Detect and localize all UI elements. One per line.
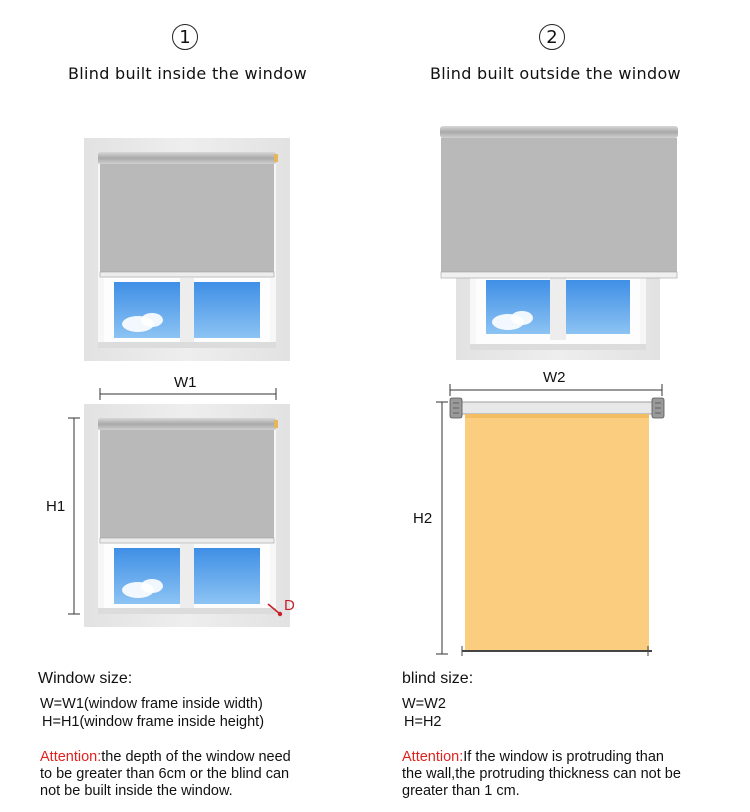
h1-dimension-line [68,418,80,614]
right-pane [194,282,260,338]
formula-h2: H=H2 [404,714,442,730]
bottom-bar-2 [441,272,677,278]
formula-h1: H=H1(window frame inside height) [42,714,265,730]
roller-head-2 [440,126,678,138]
roller-tube [458,402,658,414]
option-2-title: Blind built outside the window [430,64,681,83]
attention-label-1: Attention: [40,749,102,765]
outside-mount-measured [436,384,664,656]
attention-1-line-1: the depth of the window need [101,749,291,765]
attention-2-line-3: greater than 1 cm. [402,783,520,799]
attention-1-line-2: to be greater than 6cm or the blind can [40,766,290,782]
formula-w2: W=W2 [402,696,446,712]
blind-fabric-2 [441,138,677,274]
attention-note-2 [402,749,742,800]
blind-size-heading: blind size: [402,670,474,687]
w1-label: W1 [174,374,197,391]
outside-mount-illustration [440,126,678,360]
depth-label: D [284,597,295,614]
blind-fabric-orange [465,414,649,650]
option-1-number-badge [172,24,198,50]
window-size-heading: Window size: [38,670,133,687]
h2-label: H2 [413,510,433,527]
attention-2-line-2: the wall,the protruding thickness can not be [402,766,681,782]
inside-mount-measured [68,388,290,627]
h2-dimension-line [436,402,448,654]
option-1-title: Blind built inside the window [68,64,307,83]
bottom-bar [100,272,274,277]
attention-note-1 [40,749,380,800]
formula-w1: W=W1(window frame inside width) [40,696,263,712]
h1-label: H1 [46,498,66,515]
attention-2-line-1: If the window is protruding than [463,749,664,765]
attention-1-line-3: not be built inside the window. [40,783,233,799]
roller-head [98,152,276,164]
blind-fabric [100,164,274,274]
attention-label-2: Attention: [402,749,464,765]
option-2-number: 2 [546,26,558,48]
option-2-number-badge [539,24,565,50]
inside-mount-illustration [84,138,290,361]
w2-label: W2 [543,369,566,386]
option-1-number: 1 [179,26,191,48]
